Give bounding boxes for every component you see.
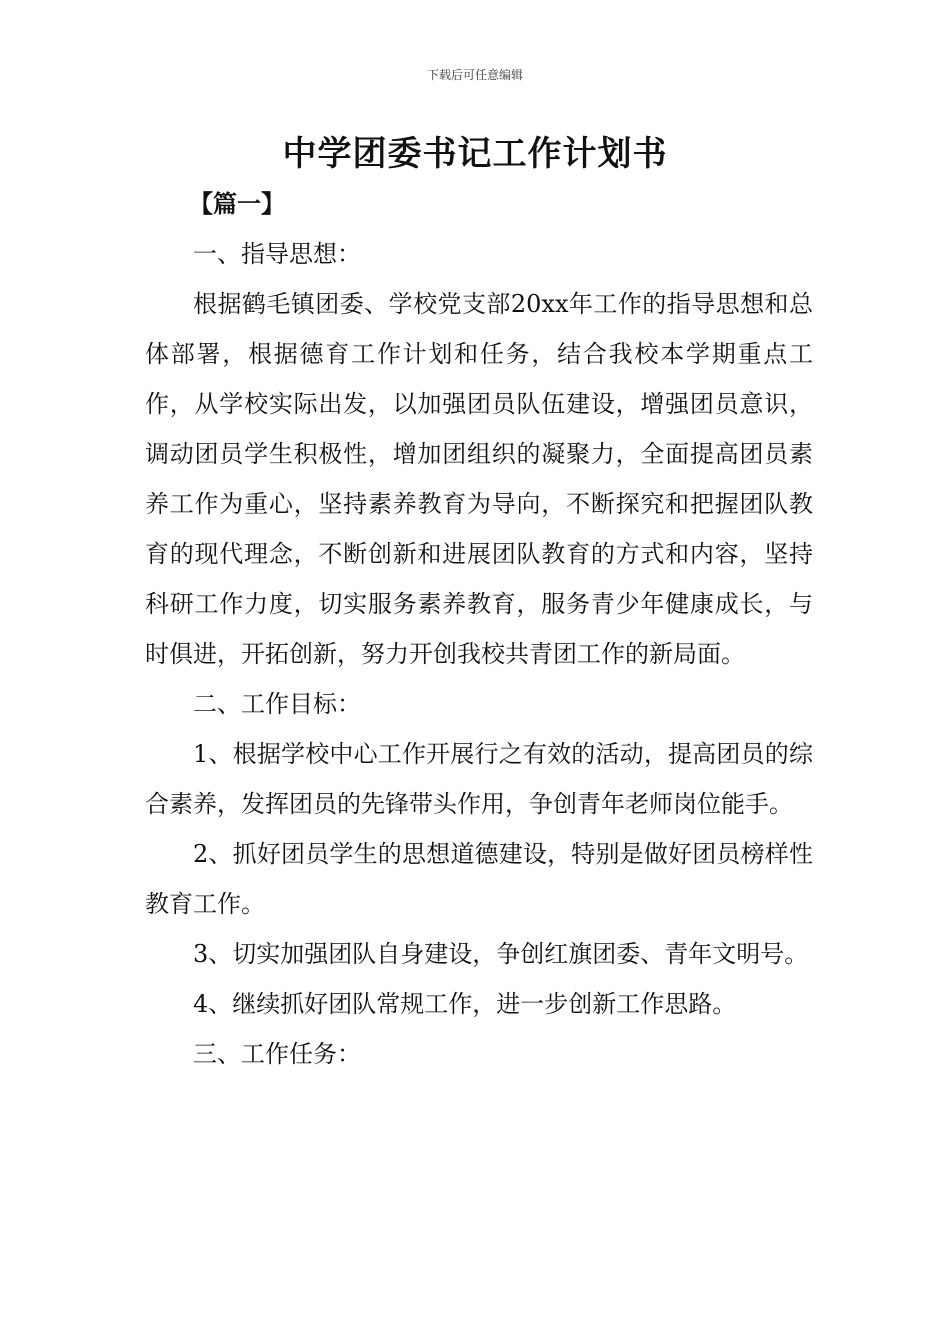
goal-item-2: 2、抓好团员学生的思想道德建设，特别是做好团员榜样性教育工作。	[145, 840, 813, 918]
header-note: 下载后可任意编辑	[426, 68, 523, 82]
section-heading-work-goals: 二、工作目标：	[193, 690, 361, 718]
goal-item-3: 3、切实加强团队自身建设，争创红旗团委、青年文明号。	[193, 940, 809, 968]
goal-item-1: 1、根据学校中心工作开展行之有效的活动，提高团员的综合素养，发挥团员的先锋带头作用，争创青年老师岗位能手。	[145, 740, 813, 818]
part-label: 【篇一】	[189, 189, 285, 218]
goal-item-4: 4、继续抓好团队常规工作，进一步创新工作思路。	[193, 990, 737, 1018]
document-body	[145, 179, 813, 1079]
section-heading-guiding-thought: 一、指导思想：	[193, 240, 361, 268]
document-title: 中学团委书记工作计划书	[282, 134, 668, 174]
paragraph-guiding-thought: 根据鹤毛镇团委、学校党支部20xx年工作的指导思想和总体部署，根据德育工作计划和任务，结合我校本学期重点工作，从学校实际出发，以加强团员队伍建设，增强团员意识，调动团员学生积极性，增加团组织的凝聚力，全面提高团员素养工作为重心，坚持素养教育为导向，不断探究和把握团队教育的现代理念，不断创新和进展团队教育的方式和内容，坚持科研工作力度，切实服务素养教育，服务青少年健康成长，与时俱进，开拓创新，努力开创我校共青团工作的新局面。	[145, 290, 813, 668]
section-heading-work-tasks: 三、工作任务：	[193, 1040, 361, 1068]
